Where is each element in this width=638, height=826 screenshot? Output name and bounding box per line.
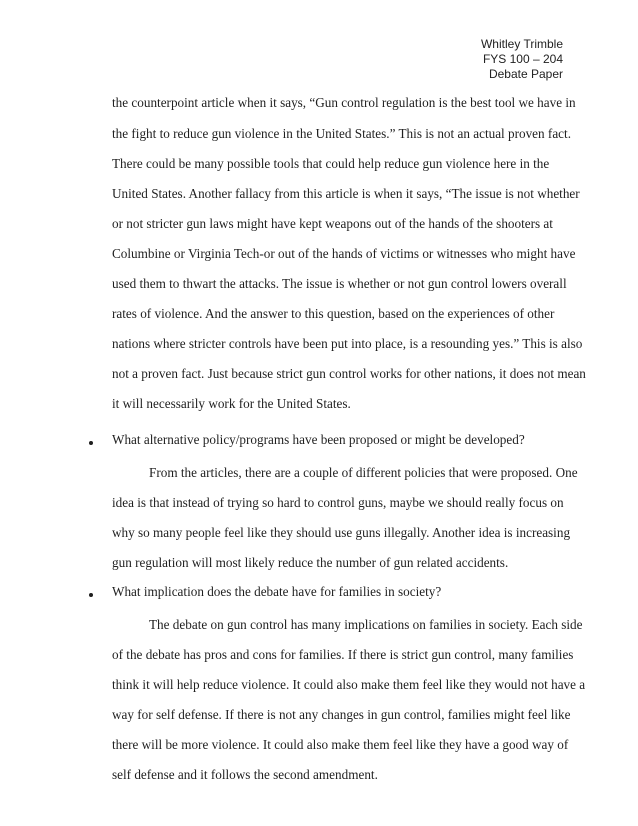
body-line: think it will help reduce violence. It could also make them feel like they would not have a [112,677,586,692]
body-line: the counterpoint article when it says, “Gun control regulation is the best tool we have in [112,95,576,110]
body-line: The debate on gun control has many implications on families in society. Each side [149,617,583,632]
page-header [481,37,563,82]
body-line: not a proven fact. Just because strict gun control works for other nations, it does not mean [112,366,586,381]
body-line: There could be many possible tools that could help reduce gun violence here in the [112,156,550,171]
body-line: why so many people feel like they should use guns illegally. Another idea is increasing [112,525,571,540]
bullet-icon [89,441,93,445]
body-line: Columbine or Virginia Tech-or out of the hands of victims or witnesses who might have [112,246,576,261]
body-line: way for self defense. If there is not any changes in gun control, families might feel like [112,707,571,722]
body-line: it will necessarily work for the United States. [112,396,351,411]
question-heading: What implication does the debate have for families in society? [112,584,442,599]
body-line: self defense and it follows the second amendment. [112,767,378,782]
body-line: rates of violence. And the answer to this question, based on the experiences of other [112,306,555,321]
body-line: there will be more violence. It could also make them feel like they have a good way of [112,737,569,752]
author-name: Whitley Trimble [480,37,563,51]
body-line: the fight to reduce gun violence in the United States.” This is not an actual proven fact. [112,126,571,141]
body-line: used them to thwart the attacks. The issue is whether or not gun control lowers overall [112,276,567,291]
body-line: nations where stricter controls have been put into place, is a resounding yes.” This is also [112,336,583,351]
assignment-title: Debate Paper [488,67,563,81]
bullet-icon [89,593,93,597]
body-line: From the articles, there are a couple of different policies that were proposed. One [149,465,578,480]
body-line: of the debate has pros and cons for families. If there is strict gun control, many families [112,647,574,662]
question-heading: What alternative policy/programs have been proposed or might be developed? [112,432,525,447]
course-code: FYS 100 – 204 [482,52,563,66]
body-line: idea is that instead of trying so hard to control guns, maybe we should really focus on [112,495,564,510]
body-line: or not stricter gun laws might have kept weapons out of the hands of the shooters at [112,216,553,231]
body-line: gun regulation will most likely reduce the number of gun related accidents. [112,555,509,570]
body-line: United States. Another fallacy from this article is when it says, “The issue is not whether [112,186,580,201]
